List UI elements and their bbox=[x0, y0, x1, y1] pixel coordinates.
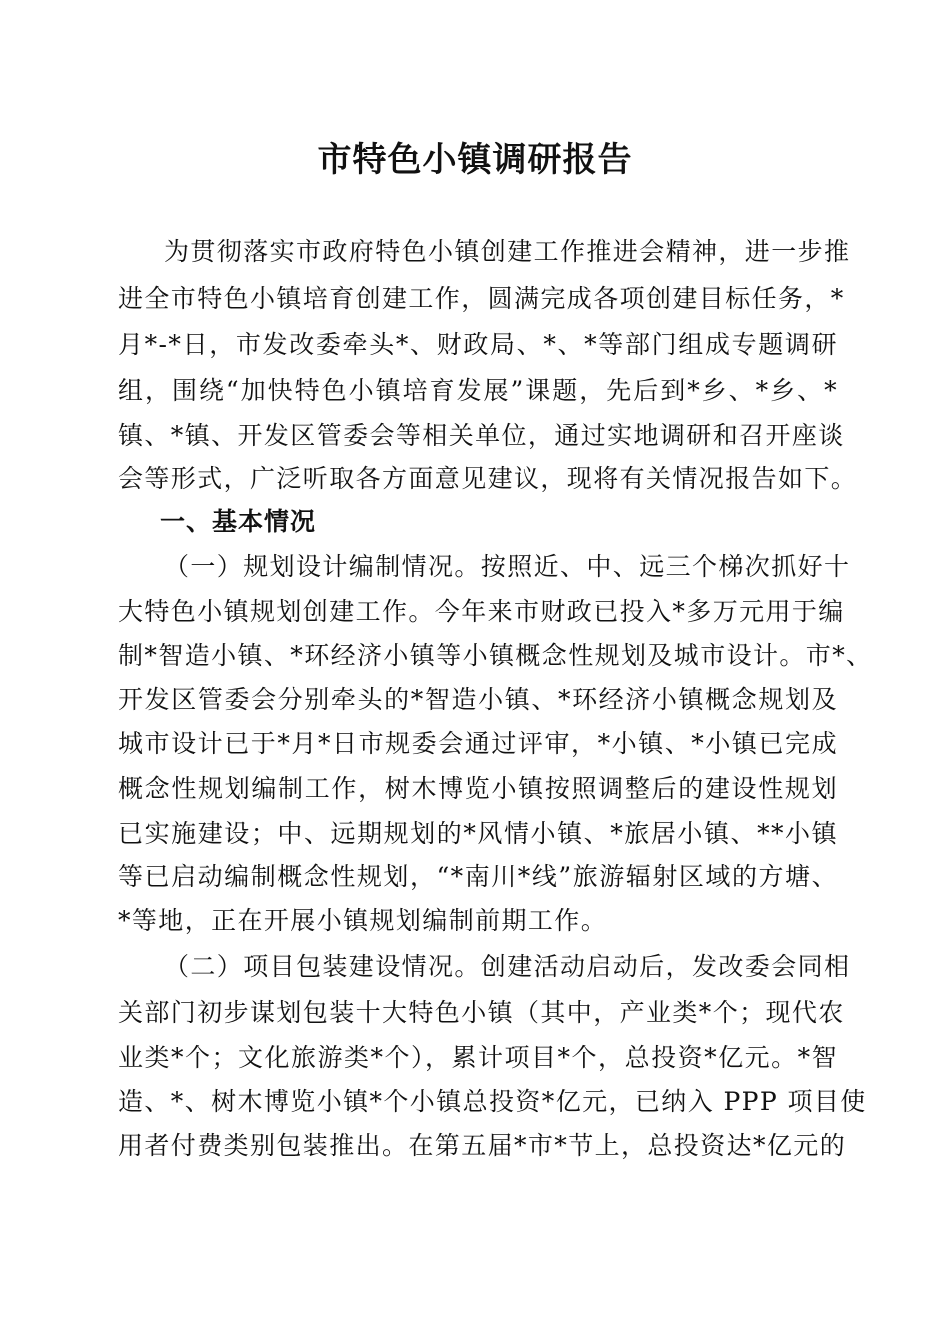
paragraph-line: 概念性规划编制工作，树木博览小镇按照调整后的建设性规划 bbox=[118, 774, 838, 803]
paragraph-line: 业类*个；文化旅游类*个），累计项目*个，总投资*亿元。*智 bbox=[118, 1043, 838, 1072]
paragraph-line: 组，围绕“加快特色小镇培育发展”课题，先后到*乡、*乡、* bbox=[118, 376, 838, 405]
paragraph-line: 月*-*日，市发改委牵头*、财政局、*、*等部门组成专题调研 bbox=[118, 330, 838, 359]
section-heading: 一、基本情况 bbox=[160, 507, 317, 536]
paragraph-line: （一）规划设计编制情况。按照近、中、远三个梯次抓好十 bbox=[164, 552, 851, 581]
paragraph-line: 镇、*镇、开发区管委会等相关单位，通过实地调研和召开座谈 bbox=[118, 421, 845, 450]
paragraph-line: 等已启动编制概念性规划，“*南川*线”旅游辐射区域的方塘、 bbox=[118, 862, 838, 891]
document-title: 市特色小镇调研报告 bbox=[317, 140, 633, 180]
paragraph-line: 用者付费类别包装推出。在第五届*市*节上，总投资达*亿元的 bbox=[118, 1131, 847, 1160]
paragraph-line: *等地，正在开展小镇规划编制前期工作。 bbox=[118, 906, 608, 935]
paragraph-line: （二）项目包装建设情况。创建活动启动后，发改委会同相 bbox=[164, 952, 851, 981]
paragraph-line: 城市设计已于*月*日市规委会通过评审，*小镇、*小镇已完成 bbox=[118, 729, 838, 758]
paragraph-line: 大特色小镇规划创建工作。今年来市财政已投入*多万元用于编 bbox=[118, 597, 845, 626]
paragraph-line: 造、*、树木博览小镇*个小镇总投资*亿元，已纳入 PPP 项目使 bbox=[118, 1087, 867, 1116]
paragraph-line: 制*智造小镇、*环经济小镇等小镇概念性规划及城市设计。市*、 bbox=[118, 641, 873, 670]
paragraph-line: 进全市特色小镇培育创建工作，圆满完成各项创建目标任务，* bbox=[118, 284, 845, 313]
paragraph-line: 开发区管委会分别牵头的*智造小镇、*环经济小镇概念规划及 bbox=[118, 685, 838, 714]
paragraph-line: 关部门初步谋划包装十大特色小镇（其中，产业类*个；现代农 bbox=[118, 998, 845, 1027]
paragraph-line: 为贯彻落实市政府特色小镇创建工作推进会精神，进一步推 bbox=[164, 237, 851, 266]
paragraph-line: 已实施建设；中、远期规划的*风情小镇、*旅居小镇、**小镇 bbox=[118, 819, 838, 848]
paragraph-line: 会等形式，广泛听取各方面意见建议，现将有关情况报告如下。 bbox=[118, 464, 858, 493]
